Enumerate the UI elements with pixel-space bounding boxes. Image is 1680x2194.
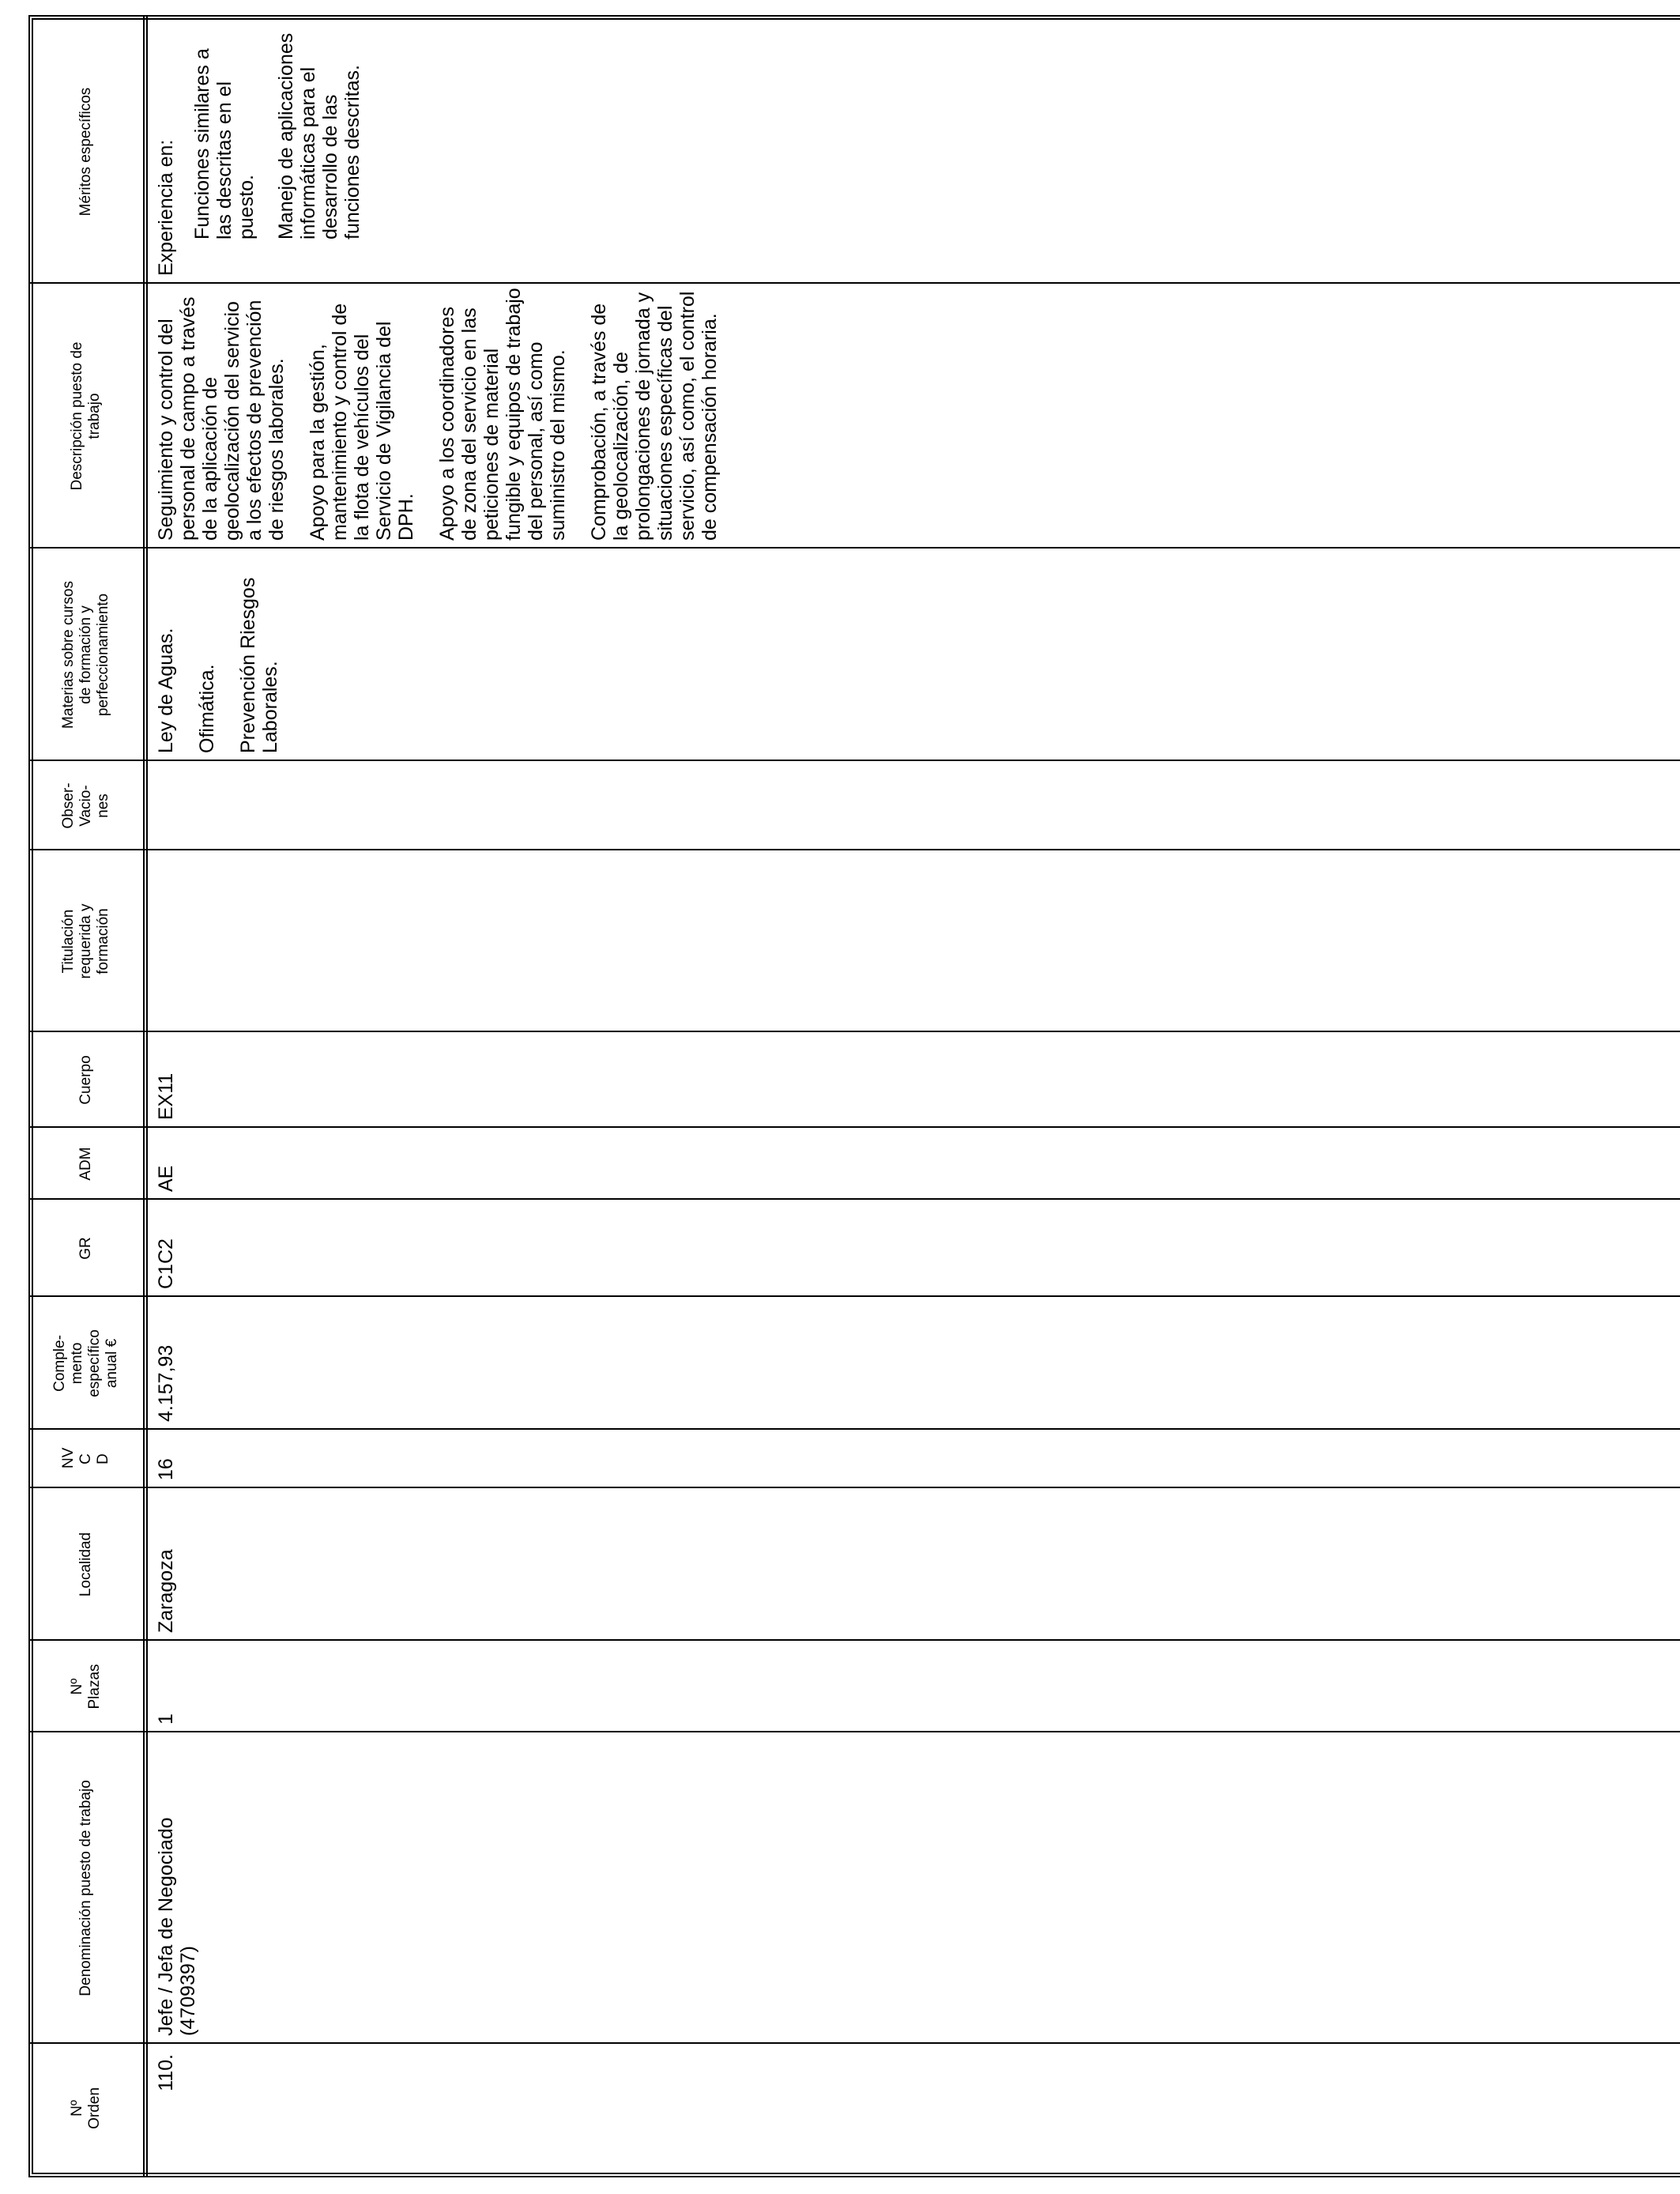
header-gr: GR <box>77 1237 94 1260</box>
column-divider <box>28 1639 1680 1641</box>
cell-adm: AE <box>155 1165 177 1192</box>
meritos-title: Experiencia en: <box>155 139 177 276</box>
cell-nvcd: 16 <box>155 1458 177 1480</box>
cell-cuerpo: EX11 <box>155 1072 177 1120</box>
cell-complemento: 4.157,93 <box>155 1344 177 1422</box>
header-complemento: Comple- mento específico anual € <box>51 1329 120 1397</box>
column-divider <box>28 1126 1680 1128</box>
header-observaciones: Obser- Vacio- nes <box>59 782 111 829</box>
descripcion-item: Apoyo para la gestión, mantenimiento y control de la flota de vehículos del Servicio de Vigilancia del DPH. <box>307 303 417 541</box>
header-cuerpo: Cuerpo <box>77 1055 94 1105</box>
header-plazas: Nº Plazas <box>68 1664 103 1710</box>
cell-denominacion: Jefe / Jefa de Negociado (4709397) <box>155 1817 199 2036</box>
header-localidad: Localidad <box>77 1532 94 1597</box>
column-divider <box>28 2042 1680 2044</box>
merito-item: Manejo de aplicaciones informáticas para el desarrollo de las funciones descritas. <box>275 32 363 239</box>
merito-item: Funciones similares a las descritas en el puesto. <box>191 48 258 239</box>
materia-item: Prevención Riesgos Laborales. <box>237 577 281 753</box>
column-divider <box>28 1487 1680 1488</box>
cell-descripcion <box>155 286 740 541</box>
header-titulacion: Titulación requerida y formación <box>59 903 111 979</box>
header-separator <box>143 15 148 2177</box>
column-divider <box>28 1295 1680 1297</box>
descripcion-item: Apoyo a los coordinadores de zona del servicio en las peticiones de material fungible y equipos de trabajo del personal, así como suministro del mismo. <box>436 288 569 541</box>
descripcion-item: Comprobación, a través de la geolocalización, de prolongaciones de jornada y situaciones específicas del servicio, así como, el control de compensación horaria. <box>588 291 721 541</box>
column-divider <box>28 282 1680 284</box>
header-adm: ADM <box>77 1147 94 1181</box>
descripcion-item: Seguimiento y control del personal de campo a través de la aplicación de geolocalización del servicio a los efectos de prevención de riesgos laborales. <box>155 296 288 541</box>
column-divider <box>28 547 1680 548</box>
materia-item: Ley de Aguas. <box>155 628 177 753</box>
column-divider <box>28 1198 1680 1200</box>
header-meritos: Méritos específicos <box>77 87 94 217</box>
header-orden: Nº Orden <box>68 2087 103 2129</box>
cell-plazas: 1 <box>155 1713 177 1725</box>
column-divider <box>28 1031 1680 1032</box>
column-divider <box>28 1731 1680 1732</box>
header-descripcion: Descripción puesto de trabajo <box>68 341 103 491</box>
materia-item: Ofimática. <box>196 664 218 753</box>
cell-orden: 110. <box>155 2054 177 2091</box>
column-divider <box>28 1428 1680 1430</box>
header-denominacion: Denominación puesto de trabajo <box>77 1780 94 1996</box>
header-nvcd: NV C D <box>59 1447 111 1468</box>
header-materias: Materias sobre cursos de formación y perfeccionamiento <box>59 581 111 729</box>
cell-materias <box>155 556 300 753</box>
column-divider <box>28 760 1680 761</box>
column-divider <box>28 849 1680 850</box>
cell-meritos <box>155 25 381 276</box>
cell-gr: C1C2 <box>155 1238 177 1289</box>
cell-localidad: Zaragoza <box>155 1549 177 1633</box>
